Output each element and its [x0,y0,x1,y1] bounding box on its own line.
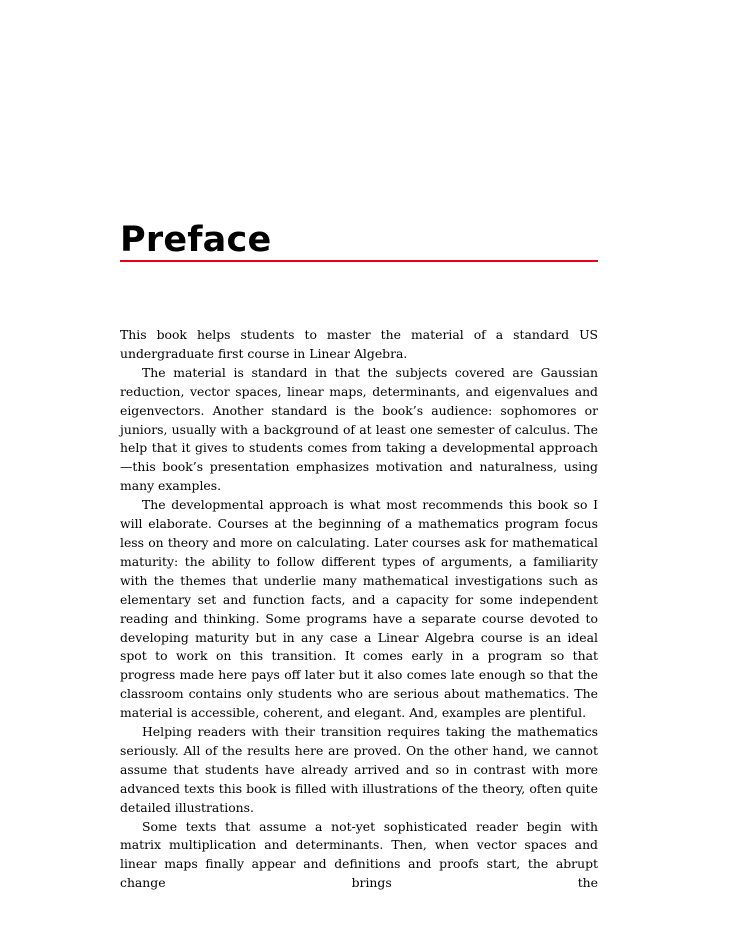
paragraph: Helping readers with their transition requires taking the mathematics seriously. All of the results here are proved. On the other hand, we cannot assume that students have already arrived and so in contrast with more advanced texts this book is filled with illustrations of the theory, often quite detailed illustrations. [120,724,598,815]
paragraph: Some texts that assume a not-yet sophisticated reader begin with matrix multiplication and determinants. Then, when vector spaces and linear maps finally appear and definitions and proofs start, the abrupt change brings the [120,818,598,891]
paragraph: The developmental approach is what most recommends this book so I will elaborate. Courses at the beginning of a mathematics program focus less on theory and more on calculating. Later courses ask for mathematical maturity: the ability to follow different types of arguments, a familiarity with the themes that underlie many mathematical investigations such as elementary set and function facts, and a capacity for some independent reading and thinking. Some programs have a separate course devoted to developing maturity but in any case a Linear Algebra course is an ideal spot to work on this transition. It comes early in a program so that progress made here pays off later but it also comes late enough so that the classroom contains only students who are serious about mathematics. The material is accessible, coherent, and elegant. And, examples are plentiful. [120,497,598,721]
title-underline-rule [120,260,598,262]
paragraph: The material is standard in that the subjects covered are Gaussian reduction, vector spaces, linear maps, determinants, and eigenvalues and eigenvectors. Another standard is the book’s audience: sophomores or juniors, usually with a background of at least one semester of calculus. The help that it gives to students comes from taking a developmental approach —this book’s presentation emphasizes motivation and naturalness, using many examples. [120,364,598,494]
chapter-title: Preface [120,220,272,260]
paragraph: This book helps students to master the material of a standard US undergraduate first course in Linear Algebra. [120,327,598,361]
preface-body [120,326,598,893]
